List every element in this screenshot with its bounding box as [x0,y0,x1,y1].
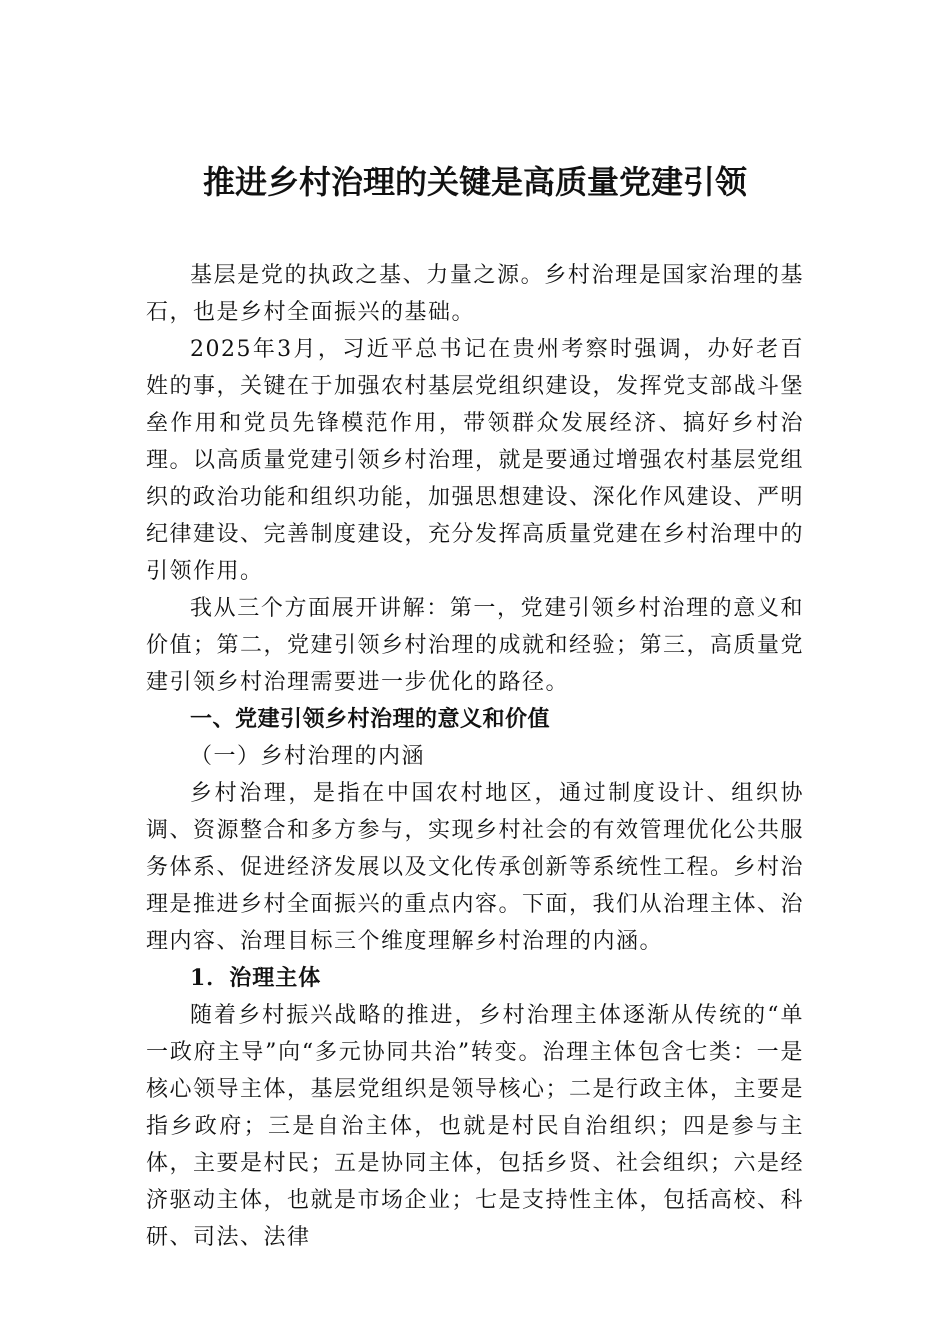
paragraph-subjects: 随着乡村振兴战略的推进，乡村治理主体逐渐从传统的“单一政府主导”向“多元协同共治”转变。治理主体包含七类：一是核心领导主体，基层党组织是领导核心；二是行政主体，主要是指乡政府；三是自治主体，也就是村民自治组织；四是参与主体，主要是村民；五是协同主体，包括乡贤、社会组织；六是经济驱动主体，也就是市场企业；七是支持性主体，包括高校、科研、司法、法律 [146,1003,805,1250]
subsection-heading: （一）乡村治理的内涵 [190,744,426,769]
item-heading: 1．治理主体 [190,965,322,991]
document-title: 推进乡村治理的关键是高质量党建引领 [202,163,747,201]
paragraph-outline: 我从三个方面展开讲解：第一，党建引领乡村治理的意义和价值；第二，党建引领乡村治理的成就和经验；第三，高质量党建引领乡村治理需要进一步优化的路径。 [146,596,805,695]
section-heading: 一、党建引领乡村治理的意义和价值 [190,707,551,732]
paragraph-intro: 基层是党的执政之基、力量之源。乡村治理是国家治理的基石，也是乡村全面振兴的基础。 [146,263,804,325]
paragraph-background: 2025年3月，习近平总书记在贵州考察时强调，办好老百姓的事，关键在于加强农村基层党组织建设，发挥党支部战斗堡垒作用和党员先锋模范作用，带领群众发展经济、搞好乡村治理。以高质量党建引领乡村治理，就是要通过增强农村基层党组织的政治功能和组织功能，加强思想建设、深化作风建设、严明纪律建设、完善制度建设，充分发挥高质量党建在乡村治理中的引领作用。 [146,337,805,584]
paragraph-definition: 乡村治理，是指在中国农村地区，通过制度设计、组织协调、资源整合和多方参与，实现乡村社会的有效管理优化公共服务体系、促进经济发展以及文化传承创新等系统性工程。乡村治理是推进乡村全面振兴的重点内容。下面，我们从治理主体、治理内容、治理目标三个维度理解乡村治理的内涵。 [146,781,805,954]
document-body [146,257,804,1256]
